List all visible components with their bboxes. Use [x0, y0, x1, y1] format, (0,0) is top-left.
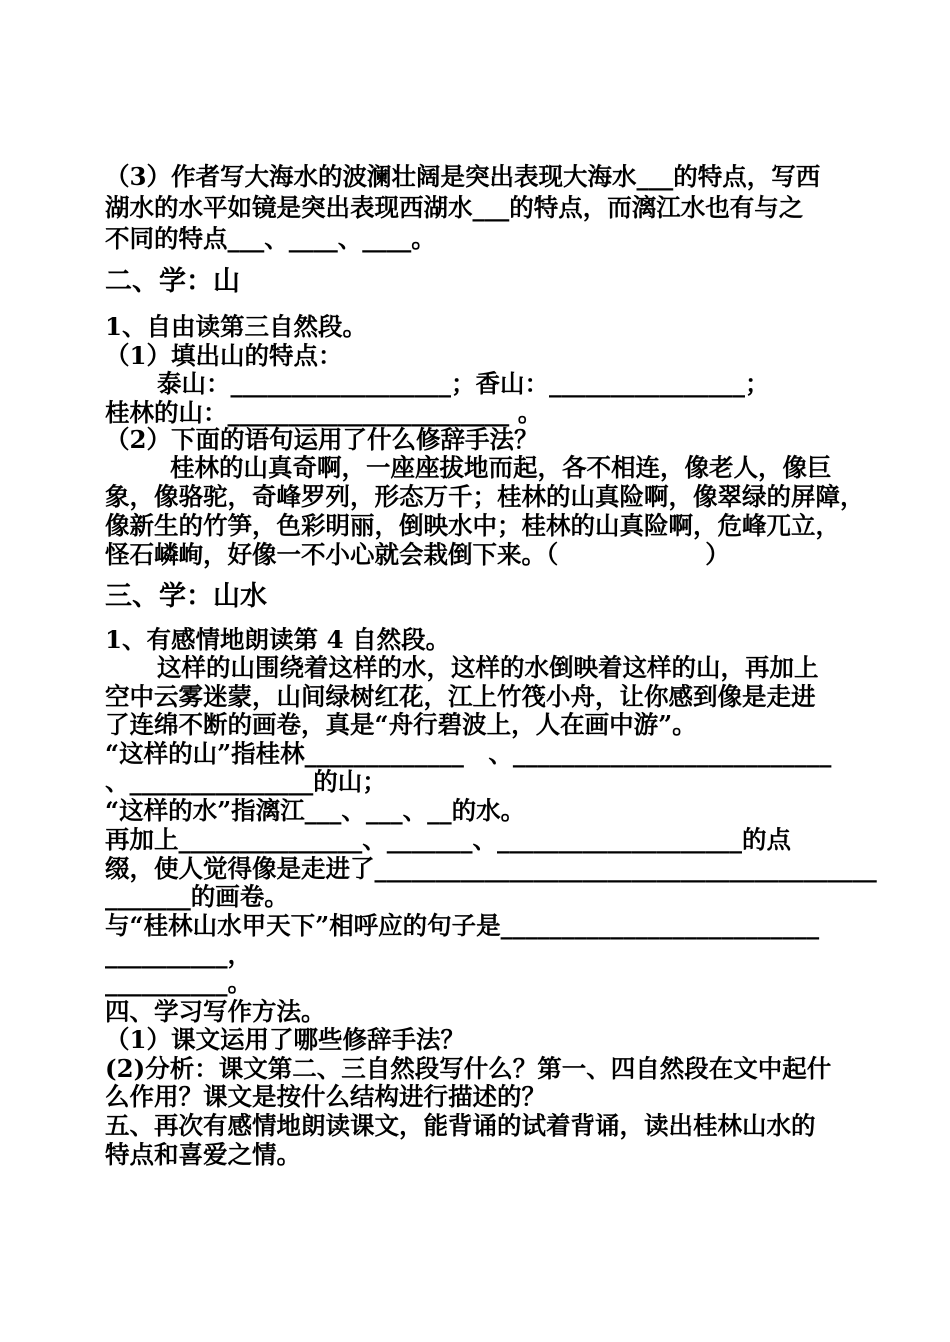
echo-line-3: __________。	[105, 968, 252, 997]
section2-sub1: （1）填出山的特点：	[105, 341, 343, 370]
section4-heading: 四、学习写作方法。	[105, 997, 326, 1026]
add-line-1: 再加上_______________、_______、____________________的点	[105, 825, 791, 854]
add-line-2: 缀，使人觉得像是走进了_________________________________________	[105, 854, 877, 883]
mountain-line-1: “这样的山”指桂林_____________ 、__________________________	[105, 739, 832, 768]
section4-q1: （1）课文运用了哪些修辞手法？	[105, 1025, 466, 1054]
section2-heading: 二、学：山	[105, 266, 240, 297]
section3-passage-line: 这样的山围绕着这样的水，这样的水倒映着这样的山，再加上	[157, 653, 819, 682]
section2-passage-line: 桂林的山真奇啊，一座座拔地而起，各不相连，像老人，像巨	[170, 453, 832, 482]
add-line-3: _______的画卷。	[105, 882, 289, 911]
section3-passage-line: 了连绵不断的画卷，真是“舟行碧波上，人在画中游”。	[105, 710, 697, 739]
section2-passage-line: 象，像骆驼，奇峰罗列，形态万千；桂林的山真险啊，像翠绿的屏障，	[105, 482, 865, 511]
echo-line-1: 与“桂林山水甲天下”相呼应的句子是__________________________	[105, 911, 820, 940]
q3-line-2: 湖水的水平如镜是突出表现西湖水___的特点，而漓江水也有与之	[105, 193, 804, 222]
section5-line-2: 特点和喜爱之情。	[105, 1140, 301, 1169]
section3-item1: 1、有感情地朗读第 4 自然段。	[105, 625, 451, 654]
section2-item1: 1、自由读第三自然段。	[105, 312, 368, 341]
section3-heading: 三、学：山水	[105, 581, 267, 612]
echo-line-2: __________，	[105, 940, 252, 969]
q3-line-1: （3）作者写大海水的波澜壮阔是突出表现大海水___的特点，写西	[105, 162, 821, 191]
section2-passage-line: 像新生的竹笋，色彩明丽，倒映水中；桂林的山真险啊，危峰兀立，	[105, 511, 840, 540]
q3-line-3: 不同的特点___、____、____。	[105, 224, 436, 253]
mountain-line-2: 、_______________的山；	[105, 767, 387, 796]
section4-q2-line-2: 么作用？课文是按什么结构进行描述的？	[105, 1082, 546, 1111]
section2-sub2: （2）下面的语句运用了什么修辞手法？	[105, 425, 539, 454]
section4-q2-line-1: (2)分析：课文第二、三自然段写什么？第一、四自然段在文中起什	[105, 1054, 832, 1083]
guilin-line: 桂林的山：_______________________ 。	[105, 398, 543, 427]
water-line: “这样的水”指漓江___、___、__的水。	[105, 796, 526, 825]
taishan-line: 泰山：__________________；香山：________________；	[157, 369, 770, 398]
section2-passage-line: 怪石嶙峋，好像一不小心就会栽倒下来。（ ）	[105, 540, 730, 569]
section3-passage-line: 空中云雾迷蒙，山间绿树红花，江上竹筏小舟，让你感到像是走进	[105, 682, 816, 711]
section5-line-1: 五、再次有感情地朗读课文，能背诵的试着背诵，读出桂林山水的	[105, 1111, 816, 1140]
